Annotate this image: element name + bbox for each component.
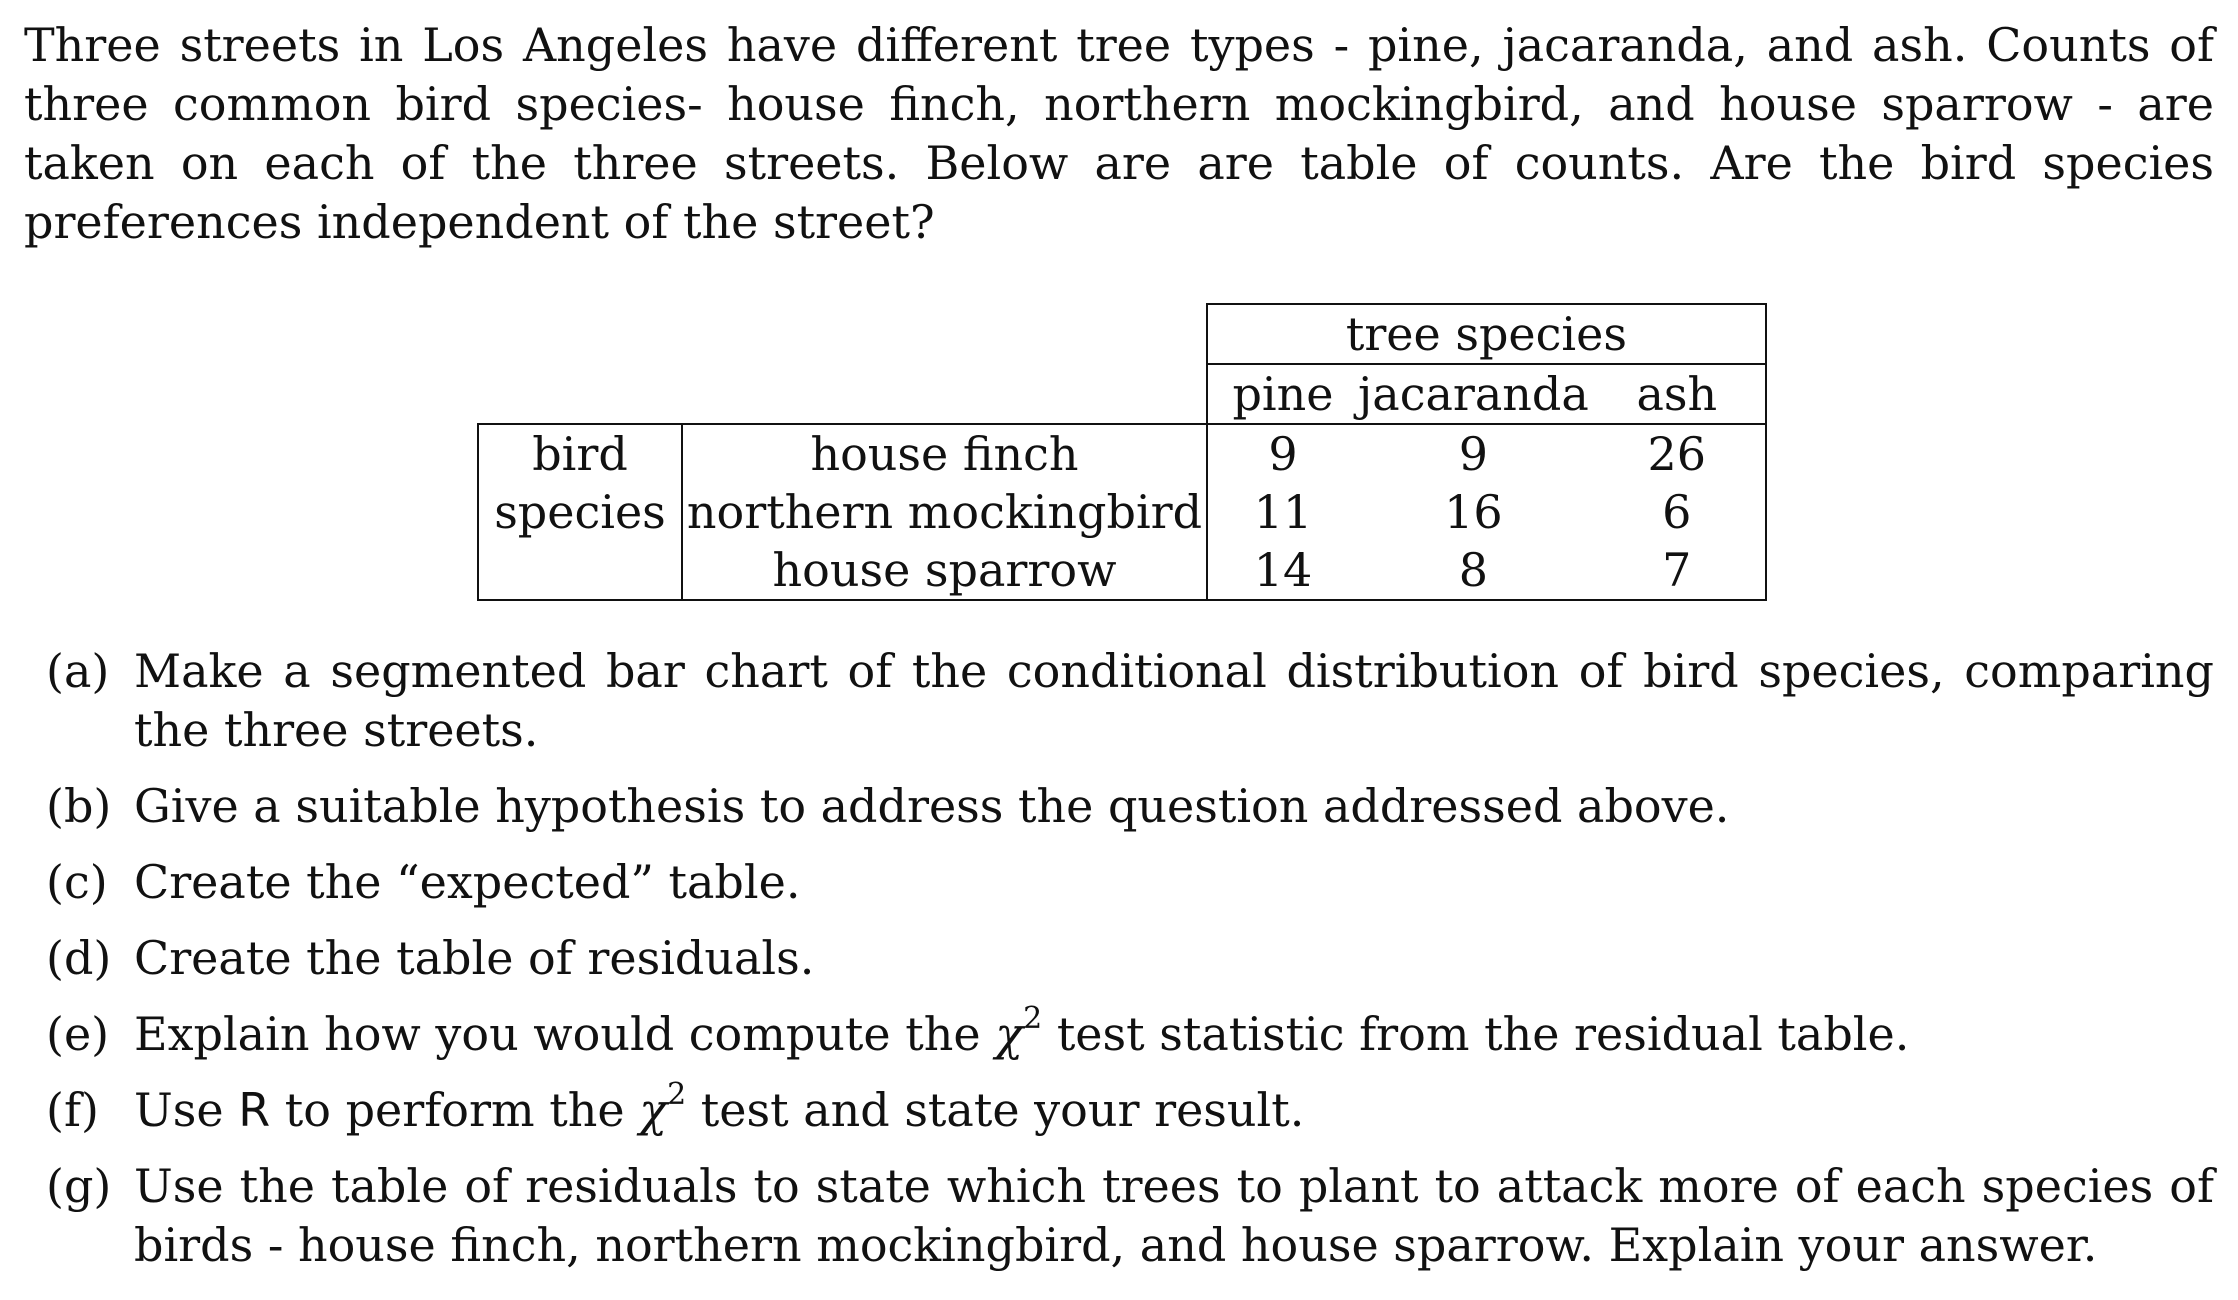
cell-value: 8 [1358,541,1589,600]
part-label: (e) [46,1007,110,1061]
table-row [478,483,1766,541]
row-group-label-species: species [478,483,682,541]
counts-table [477,303,1767,601]
table-header-row-1 [478,304,1766,364]
row-label: house sparrow [682,541,1207,600]
part-label: (f) [46,1083,99,1137]
table-row [478,424,1766,483]
problem-intro: Three streets in Los Angeles have different tree types - pine, jacaranda, and ash. Counts of three common bird species- house finch, northern mockingbird, and house sparrow - are taken on each of the three streets. Below are are table of counts. Are the bird species preferences independent of the street? [24,18,2214,249]
part-text: Use R to perform the $\chi^2$ test and state your result. [134,1077,1305,1137]
question-parts [24,642,2214,1292]
row-group-label-bird: bird [478,424,682,483]
col-header-ash: ash [1589,364,1766,424]
part-label: (d) [46,931,112,985]
cell-value: 9 [1358,424,1589,483]
part-f [24,1077,2214,1140]
part-label: (a) [46,644,110,698]
cell-value: 16 [1444,485,1503,539]
exponent: 2 [667,1077,687,1112]
col-header-jacaranda: jacaranda [1358,367,1589,421]
col-group-header: tree species [1207,304,1766,364]
row-label: northern mockingbird [682,483,1207,541]
part-text: Give a suitable hypothesis to address the question addressed above. [134,779,1730,833]
r-software-name: R [238,1083,271,1137]
cell-value: 11 [1253,485,1313,539]
part-label: (c) [46,855,108,909]
cell-value: 6 [1589,483,1766,541]
table-header-row-2 [478,364,1766,424]
cell-value: 14 [1207,541,1358,600]
chi-symbol: χ [995,1007,1024,1061]
part-label: (b) [46,779,112,833]
part-e [24,1001,2214,1064]
part-b [24,777,2214,836]
part-text: Explain how you would compute the $\chi^2$ test statistic from the residual table. [134,1001,1910,1061]
part-text: Make a segmented bar chart of the conditional distribution of bird species, comparing the three streets. [134,644,2214,757]
col-header-pine: pine [1207,364,1358,424]
part-d [24,929,2214,988]
chi-symbol: χ [639,1083,668,1137]
part-c [24,853,2214,912]
cell-value: 9 [1207,424,1358,483]
part-label: (g) [46,1159,112,1213]
exponent: 2 [1023,1001,1043,1036]
part-text: Create the “expected” table. [134,855,801,909]
part-text: Create the table of residuals. [134,931,815,985]
cell-value: 7 [1589,541,1766,600]
part-text: Use the table of residuals to state which trees to plant to attack more of each species of birds - house finch, northern mockingbird, and house sparrow. Explain your answer. [134,1159,2214,1272]
table-row [478,541,1766,600]
cell-value: 26 [1589,424,1766,483]
part-a [24,642,2214,760]
row-label: house finch [682,424,1207,483]
part-g [24,1157,2214,1275]
